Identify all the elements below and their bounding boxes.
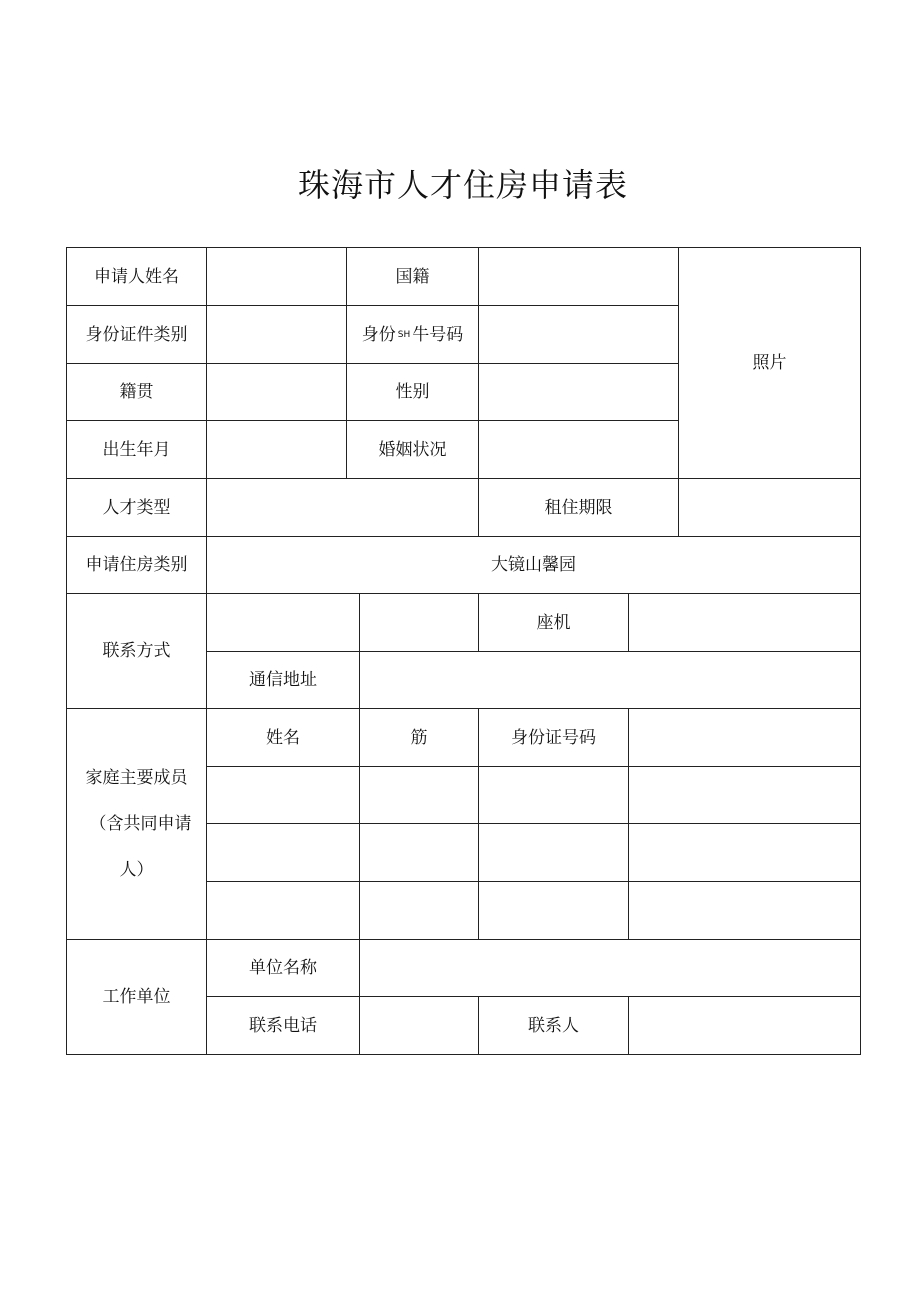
landline-field[interactable] (628, 593, 861, 652)
family-label-line1: 家庭主要成员 (85, 768, 188, 788)
birth-date-field[interactable] (206, 420, 347, 479)
nationality-label: 国籍 (346, 247, 479, 306)
family-row3-relation[interactable] (359, 881, 479, 940)
native-place-label: 籍贯 (66, 363, 207, 421)
landline-label: 座机 (478, 593, 629, 652)
family-label-line3: 人） (119, 860, 154, 880)
photo-label: 照片 (752, 353, 787, 373)
unit-name-field[interactable] (359, 939, 861, 997)
id-type-label: 身份证件类别 (66, 305, 207, 364)
contact-person-label: 联系人 (478, 996, 629, 1055)
id-number-label-part2: SH (397, 329, 411, 340)
photo-box[interactable] (678, 247, 861, 479)
housing-type-label: 申请住房类别 (66, 536, 207, 594)
family-row3-id[interactable] (478, 881, 629, 940)
family-row1-id[interactable] (478, 766, 629, 824)
applicant-name-label: 申请人姓名 (66, 247, 207, 306)
page-title: 珠海市人才住房申请表 (297, 166, 628, 204)
id-number-field[interactable] (478, 305, 679, 364)
housing-type-value: 大镜山馨园 (206, 536, 861, 594)
contact-phone-label: 联系电话 (206, 996, 360, 1055)
mailing-address-label: 通信地址 (206, 651, 360, 709)
family-row2-name[interactable] (206, 823, 360, 882)
family-row1-extra[interactable] (628, 766, 861, 824)
family-row1-name[interactable] (206, 766, 360, 824)
family-row2-id[interactable] (478, 823, 629, 882)
id-type-field[interactable] (206, 305, 347, 364)
family-label-line2: （含共同申请 (89, 814, 192, 834)
id-number-label-part1: 身份 (361, 324, 396, 345)
gender-field[interactable] (478, 363, 679, 421)
id-number-label-part3: 牛号码 (412, 324, 464, 345)
family-header-extra[interactable] (628, 708, 861, 767)
family-name-header: 姓名 (206, 708, 360, 767)
family-row1-relation[interactable] (359, 766, 479, 824)
work-unit-label: 工作单位 (66, 939, 207, 1055)
mailing-address-field[interactable] (359, 651, 861, 709)
family-row3-name[interactable] (206, 881, 360, 940)
unit-name-label: 单位名称 (206, 939, 360, 997)
talent-type-label: 人才类型 (66, 478, 207, 537)
family-row2-extra[interactable] (628, 823, 861, 882)
contact-method-label: 联系方式 (66, 593, 207, 709)
gender-label: 性别 (346, 363, 479, 421)
contact-phone-field[interactable] (359, 996, 479, 1055)
contact-field-2[interactable] (359, 593, 479, 652)
id-number-label (346, 305, 479, 364)
family-members-label (66, 708, 207, 940)
family-id-header: 身份证号码 (478, 708, 629, 767)
family-row3-extra[interactable] (628, 881, 861, 940)
contact-person-field[interactable] (628, 996, 861, 1055)
family-relation-header: 筋 (359, 708, 479, 767)
native-place-field[interactable] (206, 363, 347, 421)
nationality-field[interactable] (478, 247, 679, 306)
contact-field-1[interactable] (206, 593, 360, 652)
lease-term-field[interactable] (678, 478, 861, 537)
talent-type-field[interactable] (206, 478, 479, 537)
marital-status-field[interactable] (478, 420, 679, 479)
applicant-name-field[interactable] (206, 247, 347, 306)
lease-term-label: 租住期限 (478, 478, 679, 537)
marital-status-label: 婚姻状况 (346, 420, 479, 479)
birth-date-label: 出生年月 (66, 420, 207, 479)
family-row2-relation[interactable] (359, 823, 479, 882)
